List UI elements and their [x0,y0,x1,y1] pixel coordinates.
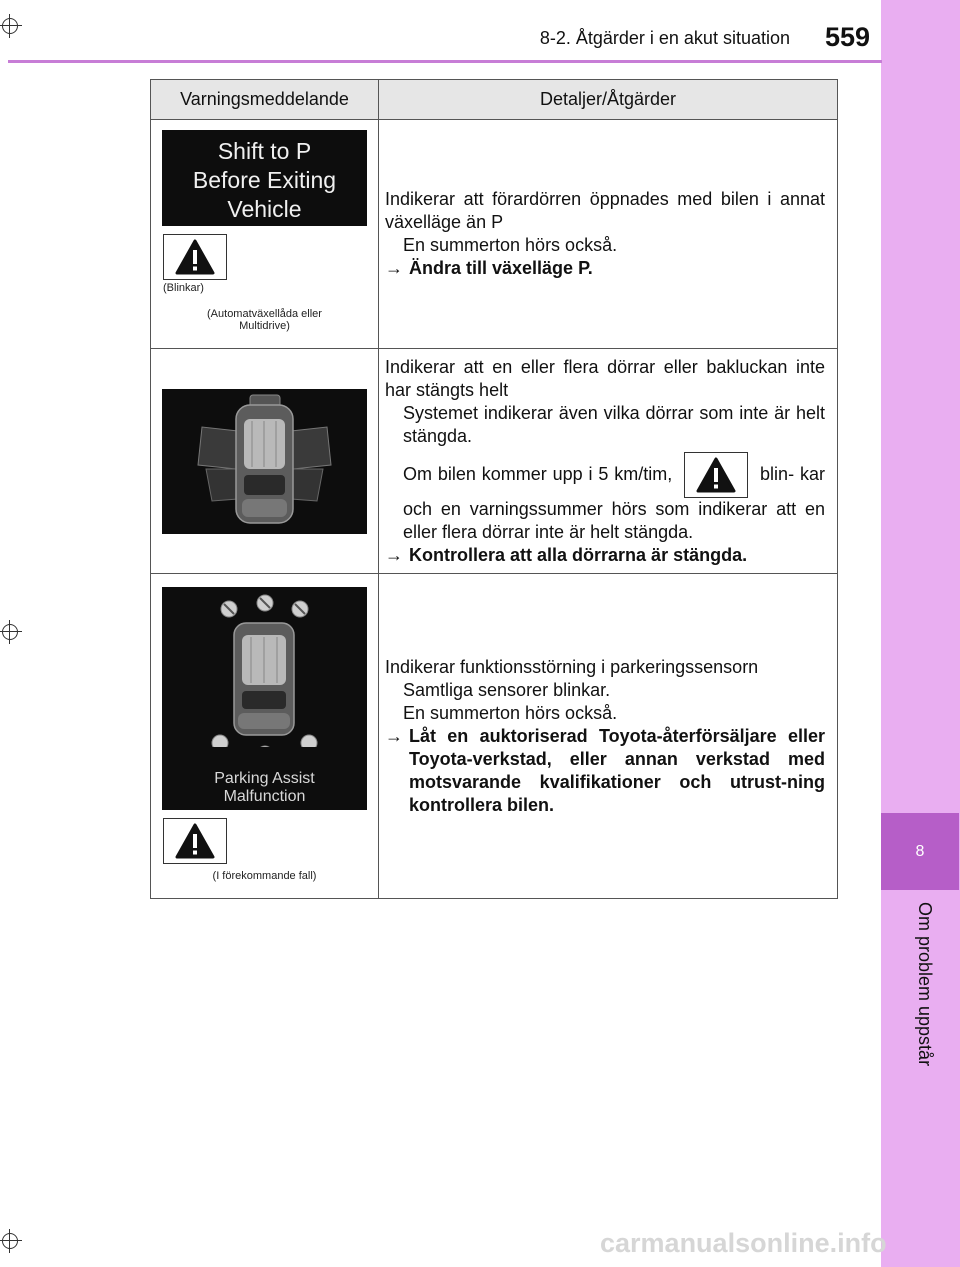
watermark: carmanualsonline.info [600,1228,887,1258]
screen-line: Shift to P [217,138,312,164]
sub-note: En summerton hörs också. [403,235,618,255]
sub-note: En summerton hörs också. [403,702,618,723]
table-row [151,120,838,349]
action-item [385,257,825,280]
col-header-message: Varningsmeddelande [151,80,379,120]
col-header-details: Detaljer/Åtgärder [379,80,838,120]
action-text: Ändra till växelläge P. [409,258,593,278]
screen-line: Before Exiting [192,167,337,193]
icon-caption: (I förekommande fall) [212,869,317,882]
action-text: Kontrollera att alla dörrarna är stängda. [409,544,748,565]
message-cell [151,574,379,899]
sub-note-inline [385,452,825,544]
section-title: 8-2. Åtgärder i en akut situation [539,28,790,48]
crop-mark-icon [0,620,22,644]
description: Indikerar att en eller flera dörrar eller bakluckan inte har stängts helt [385,356,825,400]
details-cell [379,120,838,349]
sub-note: Systemet indikerar även vilka dörrar som inte är helt stängda. [403,402,825,446]
table-row [151,574,838,899]
action-arrow-icon: → [385,725,403,746]
icon-caption: (Blinkar) [163,282,204,294]
display-screen [162,130,367,226]
chapter-title: Om problem uppstår [915,902,935,1067]
description: Indikerar funktionsstörning i parkeringssensorn [385,656,759,677]
chapter-number: 8 [881,813,959,890]
warning-indicator [163,234,227,280]
warning-triangle-icon [175,239,215,275]
warning-triangle-icon [696,457,736,493]
car-doors-open-icon [162,389,367,534]
screen-line: Vehicle [227,196,302,222]
message-cell [151,349,379,574]
header-rule [8,60,882,63]
action-text: Låt en auktoriserad Toyota-återförsäljare eller Toyota-verkstad, eller annan verkstad med motsvarande kvalifikationer och utrust-ning kontrollera bilen. [409,725,825,815]
screen-line: Malfunction [223,787,306,805]
warning-triangle-icon [175,823,215,859]
sub-text: kar och en varningssummer hörs som indikerar att en eller flera dörrar inte är helt stängda. [403,463,825,542]
door-open-display [162,389,367,534]
description: Indikerar att förardörren öppnades med bilen i annat växelläge än P [385,189,825,232]
action-item [385,544,825,567]
crop-mark-icon [0,1229,22,1253]
table-row [151,349,838,574]
action-arrow-icon: → [385,544,403,565]
warning-indicator [684,452,748,498]
sub-text: blin- [760,463,795,484]
parking-sensor-car-icon [162,587,367,747]
warning-table [150,79,838,899]
action-arrow-icon: → [385,258,403,278]
details-cell [379,574,838,899]
message-cell [151,120,379,349]
sub-note: Samtliga sensorer blinkar. [403,679,611,700]
warning-indicator [163,818,227,864]
parking-assist-display [162,587,367,810]
details-cell [379,349,838,574]
page-number: 559 [825,22,871,52]
screen-line: Parking Assist [214,769,315,787]
action-item [385,725,825,817]
sub-text: Om bilen kommer upp i 5 km/tim, [403,463,673,484]
cell-note: (Automatväxellåda eller Multidrive) [207,308,322,332]
